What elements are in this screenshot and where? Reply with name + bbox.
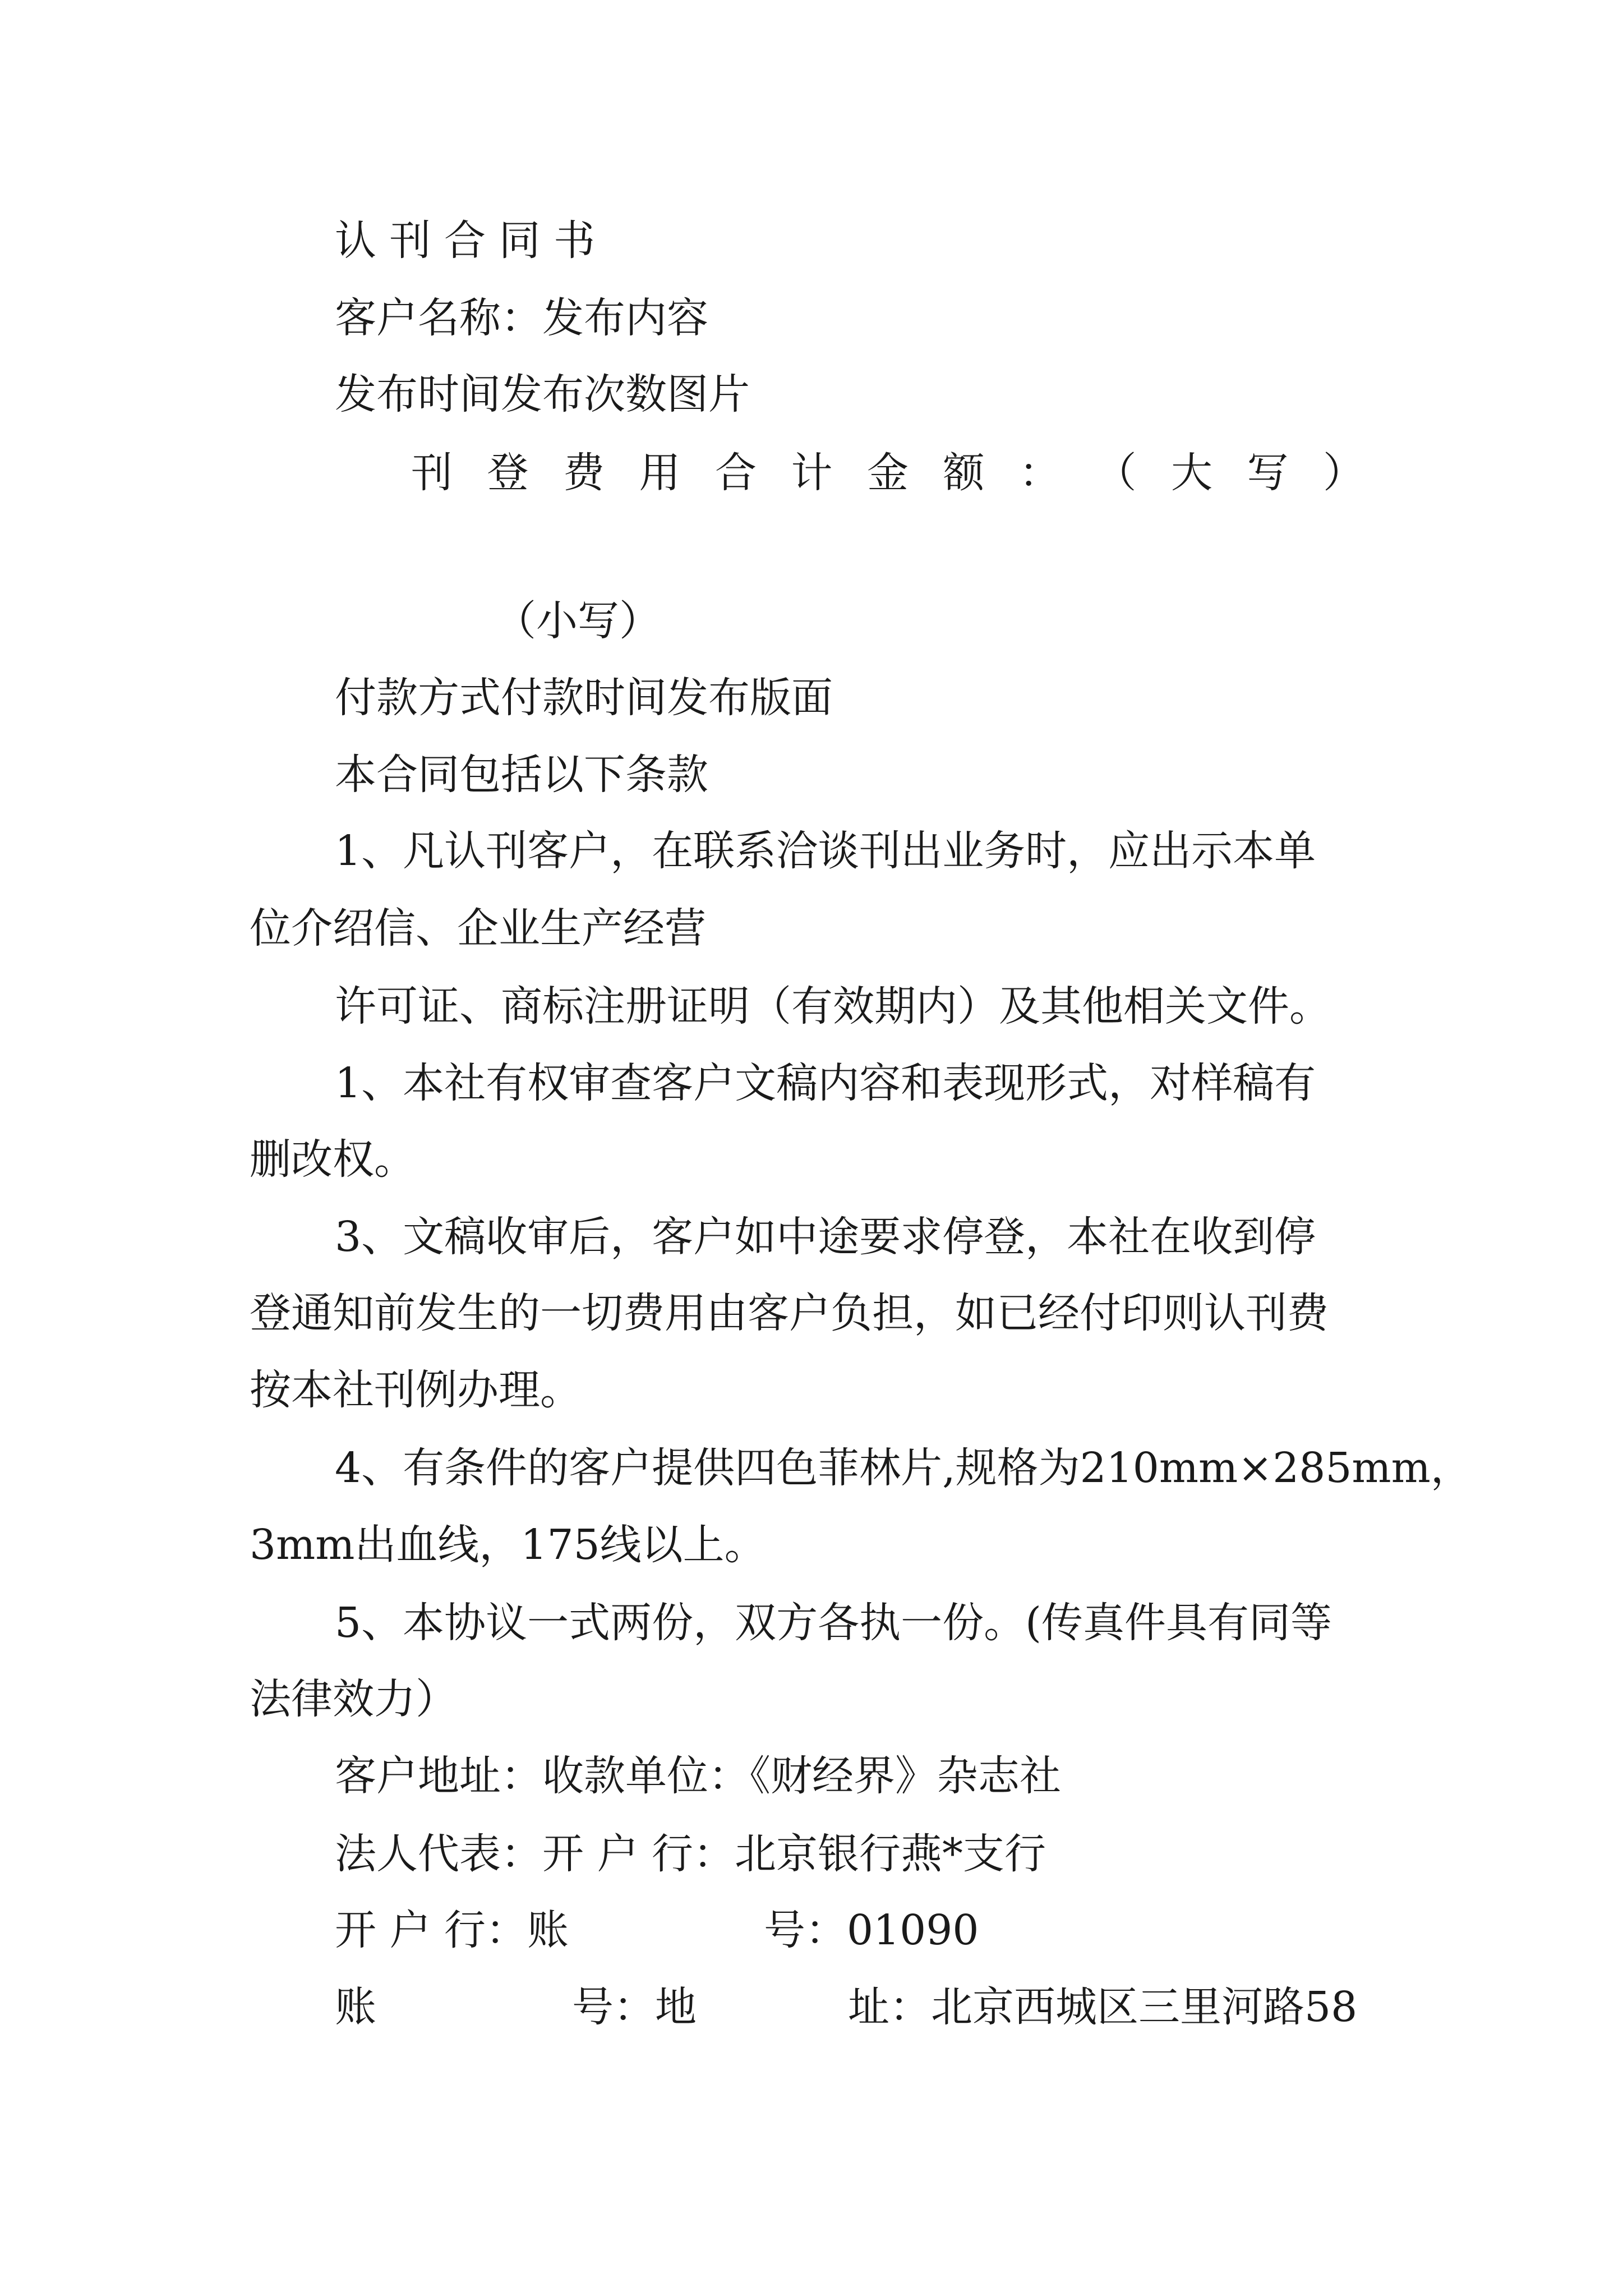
fee-total-char: 费	[563, 449, 605, 497]
clause-3-line-3: 按本社刊例办理。	[250, 1366, 582, 1414]
payment-line: 付款方式付款时间发布版面	[335, 674, 833, 722]
publish-info-line: 发布时间发布次数图片	[335, 370, 750, 418]
document-title: 认 刊 合 同 书	[335, 217, 596, 265]
fee-total-char: 登	[487, 449, 529, 497]
clause-3-line-2: 登通知前发生的一切费用由客户负担，如已经付印则认刊费	[250, 1289, 1329, 1337]
clauses-intro: 本合同包括以下条款	[335, 751, 708, 799]
account-line-col-3: 址：北京西城区三里河路58	[848, 1983, 1358, 2031]
account-line-col-2: 号：地	[572, 1983, 697, 2031]
fee-total-char: ）	[1323, 449, 1364, 497]
fee-total-char: 刊	[411, 449, 453, 497]
clause-1-line-3: 许可证、商标注册证明（有效期内）及其他相关文件。	[335, 982, 1331, 1030]
clause-2-line-1: 1、本社有权审查客户文稿内容和表现形式，对样稿有	[335, 1059, 1316, 1107]
clause-5-line-1: 5、本协议一式两份，双方各执一份。(传真件具有同等	[335, 1599, 1332, 1647]
clause-4-line-2: 3mm出血线，175线以上。	[250, 1521, 766, 1569]
fee-total-char: （	[1095, 449, 1137, 497]
bank-line-left: 开 户 行：账	[335, 1906, 569, 1954]
clause-5-line-2: 法律效力）	[250, 1675, 457, 1723]
clause-2-line-2: 删改权。	[250, 1135, 416, 1184]
account-line-col-1: 账	[335, 1983, 376, 2031]
fee-total-char: 写	[1247, 449, 1289, 497]
customer-address-line: 客户地址：收款单位：《财经界》杂志社	[335, 1752, 1061, 1800]
bank-line-right: 号：01090	[764, 1906, 979, 1954]
fee-total-lowercase: （小写）	[495, 597, 661, 645]
fee-total-char: 计	[791, 449, 833, 497]
fee-total-char: 合	[715, 449, 757, 497]
clause-1-line-2: 位介绍信、企业生产经营	[250, 904, 706, 953]
fee-total-char: 用	[639, 449, 681, 497]
clause-1-line-1: 1、凡认刊客户，在联系洽谈刊出业务时，应出示本单	[335, 827, 1316, 875]
legal-representative-line: 法人代表：开 户 行：北京银行燕*支行	[335, 1830, 1046, 1878]
customer-name-line: 客户名称：发布内容	[335, 294, 708, 342]
fee-total-char: 大	[1171, 449, 1212, 497]
fee-total-uppercase-line	[411, 449, 1364, 497]
fee-total-char: 额	[943, 449, 985, 497]
fee-total-char: ：	[1019, 449, 1061, 497]
clause-4-line-1: 4、有条件的客户提供四色菲林片,规格为210mm×285mm，	[335, 1444, 1472, 1492]
fee-total-char: 金	[867, 449, 909, 497]
clause-3-line-1: 3、文稿收审后，客户如中途要求停登，本社在收到停	[335, 1213, 1316, 1261]
